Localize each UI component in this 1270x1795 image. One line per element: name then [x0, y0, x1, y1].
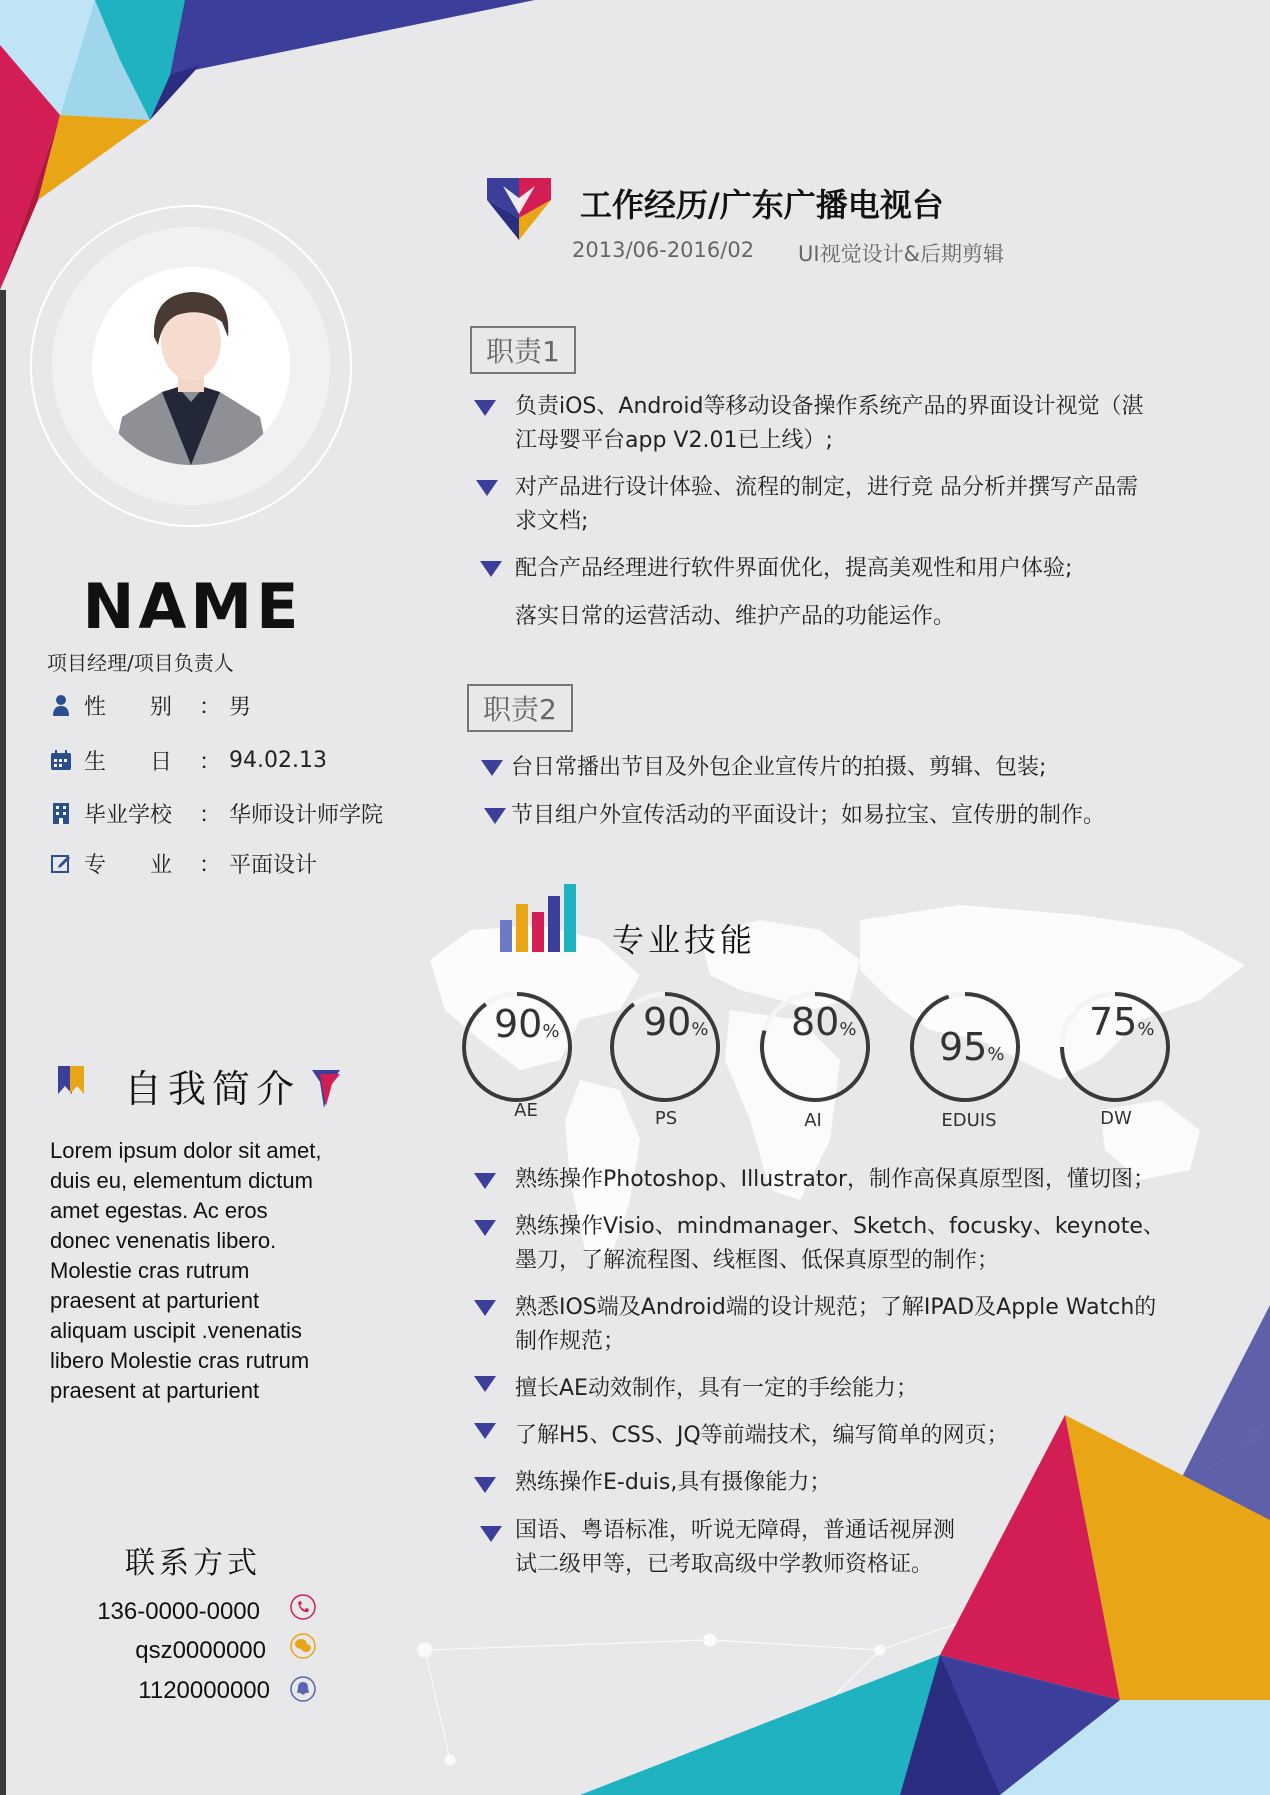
info-separator: ：	[199, 852, 222, 878]
bullet-triangle-icon	[474, 1220, 496, 1236]
bullet-triangle-icon	[474, 1477, 496, 1493]
bullet-triangle-icon	[474, 1300, 496, 1316]
info-label: 专 业	[84, 852, 173, 878]
duty1-line: 求文档;	[515, 509, 589, 534]
bullet-triangle-icon	[474, 400, 496, 416]
phone-icon	[290, 1594, 316, 1620]
gauge-value: 90%	[494, 1002, 560, 1046]
contact-wechat[interactable]: qsz0000000	[135, 1637, 266, 1664]
bullet-triangle-icon	[480, 1526, 502, 1542]
skill-line: 熟练操作Visio、mindmanager、Sketch、focusky、keynote、	[515, 1214, 1165, 1239]
intro-line: praesent at parturient	[50, 1378, 260, 1403]
gauge-value: 75%	[1089, 1000, 1155, 1044]
gauge-label: DW	[1100, 1108, 1132, 1129]
gauge-value: 90%	[643, 1000, 709, 1044]
info-label: 毕业学校	[84, 802, 173, 828]
person-role: 项目经理/项目负责人	[47, 651, 234, 675]
bullet-triangle-icon	[480, 561, 502, 577]
duty1-line: 江母婴平台app V2.01已上线）;	[515, 428, 833, 453]
duty1-line: 负责iOS、Android等移动设备操作系统产品的界面设计视觉（湛	[515, 394, 1144, 419]
skill-line: 熟练操作Photoshop、Illustrator，制作高保真原型图，懂切图；	[515, 1167, 1155, 1192]
intro-line: aliquam uscipit .venenatis	[50, 1318, 302, 1343]
duty1-label: 职责1	[470, 326, 576, 374]
work-title: 工作经历/广东广播电视台	[580, 186, 944, 224]
info-value: 平面设计	[229, 852, 318, 878]
bullet-triangle-icon	[474, 1173, 496, 1189]
intro-title: 自我简介	[124, 1067, 301, 1111]
intro-line: donec venenatis libero.	[50, 1228, 277, 1253]
skills-title: 专业技能	[612, 921, 757, 959]
skill-line: 熟练操作E-duis,具有摄像能力；	[515, 1470, 832, 1495]
info-separator: ：	[199, 694, 222, 720]
building-icon	[50, 802, 72, 824]
qq-icon	[290, 1676, 316, 1702]
contact-phone[interactable]: 136-0000-0000	[97, 1598, 260, 1625]
contact-title: 联系方式	[125, 1546, 261, 1581]
info-value: 男	[229, 694, 252, 720]
duty1-line: 配合产品经理进行软件界面优化，提高美观性和用户体验;	[515, 556, 1073, 581]
skill-line: 擅长AE动效制作，具有一定的手绘能力；	[515, 1376, 918, 1401]
bar-chart-icon	[498, 882, 590, 952]
intro-line: duis eu, elementum dictum	[50, 1168, 313, 1193]
gauge-label: AE	[514, 1100, 538, 1121]
duty1-line: 对产品进行设计体验、流程的制定，进行竞 品分析并撰写产品需	[515, 475, 1138, 500]
info-value: 华师设计师学院	[229, 802, 384, 828]
skill-line: 制作规范；	[515, 1329, 626, 1354]
work-period: 2013/06-2016/02	[572, 238, 755, 262]
wechat-icon	[290, 1633, 316, 1659]
work-position: UI视觉设计&后期剪辑	[798, 242, 1004, 266]
info-row-major	[50, 848, 317, 878]
info-label: 生 日	[84, 749, 173, 775]
skill-line: 试二级甲等，已考取高级中学教师资格证。	[515, 1552, 934, 1577]
bookmark-left-icon	[58, 1066, 86, 1098]
gauge-value: 80%	[791, 1000, 857, 1044]
skill-line: 熟悉IOS端及Android端的设计规范；了解IPAD及Apple Watch的	[515, 1295, 1157, 1320]
intro-line: Molestie cras rutrum	[50, 1258, 250, 1283]
info-separator: ：	[199, 749, 222, 775]
bullet-triangle-icon	[481, 760, 503, 776]
info-label: 性 别	[84, 694, 173, 720]
duty1-line: 落实日常的运营活动、维护产品的功能运作。	[515, 604, 956, 629]
gauge-value: 95%	[939, 1025, 1005, 1069]
info-row-school	[50, 798, 383, 828]
gauge-label: EDUIS	[941, 1110, 997, 1131]
intro-line: Lorem ipsum dolor sit amet,	[50, 1138, 322, 1163]
skill-line: 了解H5、CSS、JQ等前端技术，编写简单的网页；	[515, 1423, 1009, 1448]
intro-text	[50, 1136, 380, 1406]
skill-line: 国语、粤语标准，听说无障碍，普通话视屏测	[515, 1518, 956, 1543]
intro-line: praesent at parturient	[50, 1288, 260, 1313]
person-name: NAME	[82, 570, 303, 643]
bullet-triangle-icon	[474, 1376, 496, 1392]
intro-line: amet egestas. Ac eros	[50, 1198, 268, 1223]
contact-qq[interactable]: 1120000000	[138, 1677, 270, 1704]
intro-line: libero Molestie cras rutrum	[50, 1348, 310, 1373]
duty2-label: 职责2	[467, 684, 573, 732]
avatar	[92, 267, 290, 465]
calendar-icon	[50, 749, 72, 771]
person-icon	[50, 694, 72, 716]
info-row-birthday	[50, 745, 327, 775]
bookmark-right-icon	[312, 1070, 340, 1108]
bullet-triangle-icon	[474, 1423, 496, 1439]
duty2-line: 节目组户外宣传活动的平面设计；如易拉宝、宣传册的制作。	[511, 803, 1106, 828]
skill-line: 墨刀，了解流程图、线框图、低保真原型的制作；	[515, 1248, 1000, 1273]
info-separator: ：	[199, 802, 222, 828]
info-value: 94.02.13	[229, 747, 327, 773]
gauge-label: PS	[654, 1108, 678, 1129]
bullet-triangle-icon	[484, 808, 506, 824]
bullet-triangle-icon	[476, 480, 498, 496]
duty2-line: 台日常播出节目及外包企业宣传片的拍摄、剪辑、包装;	[511, 755, 1047, 780]
heart-logo-icon	[487, 178, 551, 240]
info-row-gender	[50, 690, 251, 720]
edit-icon	[50, 852, 72, 874]
gauge-label: AI	[804, 1110, 822, 1131]
